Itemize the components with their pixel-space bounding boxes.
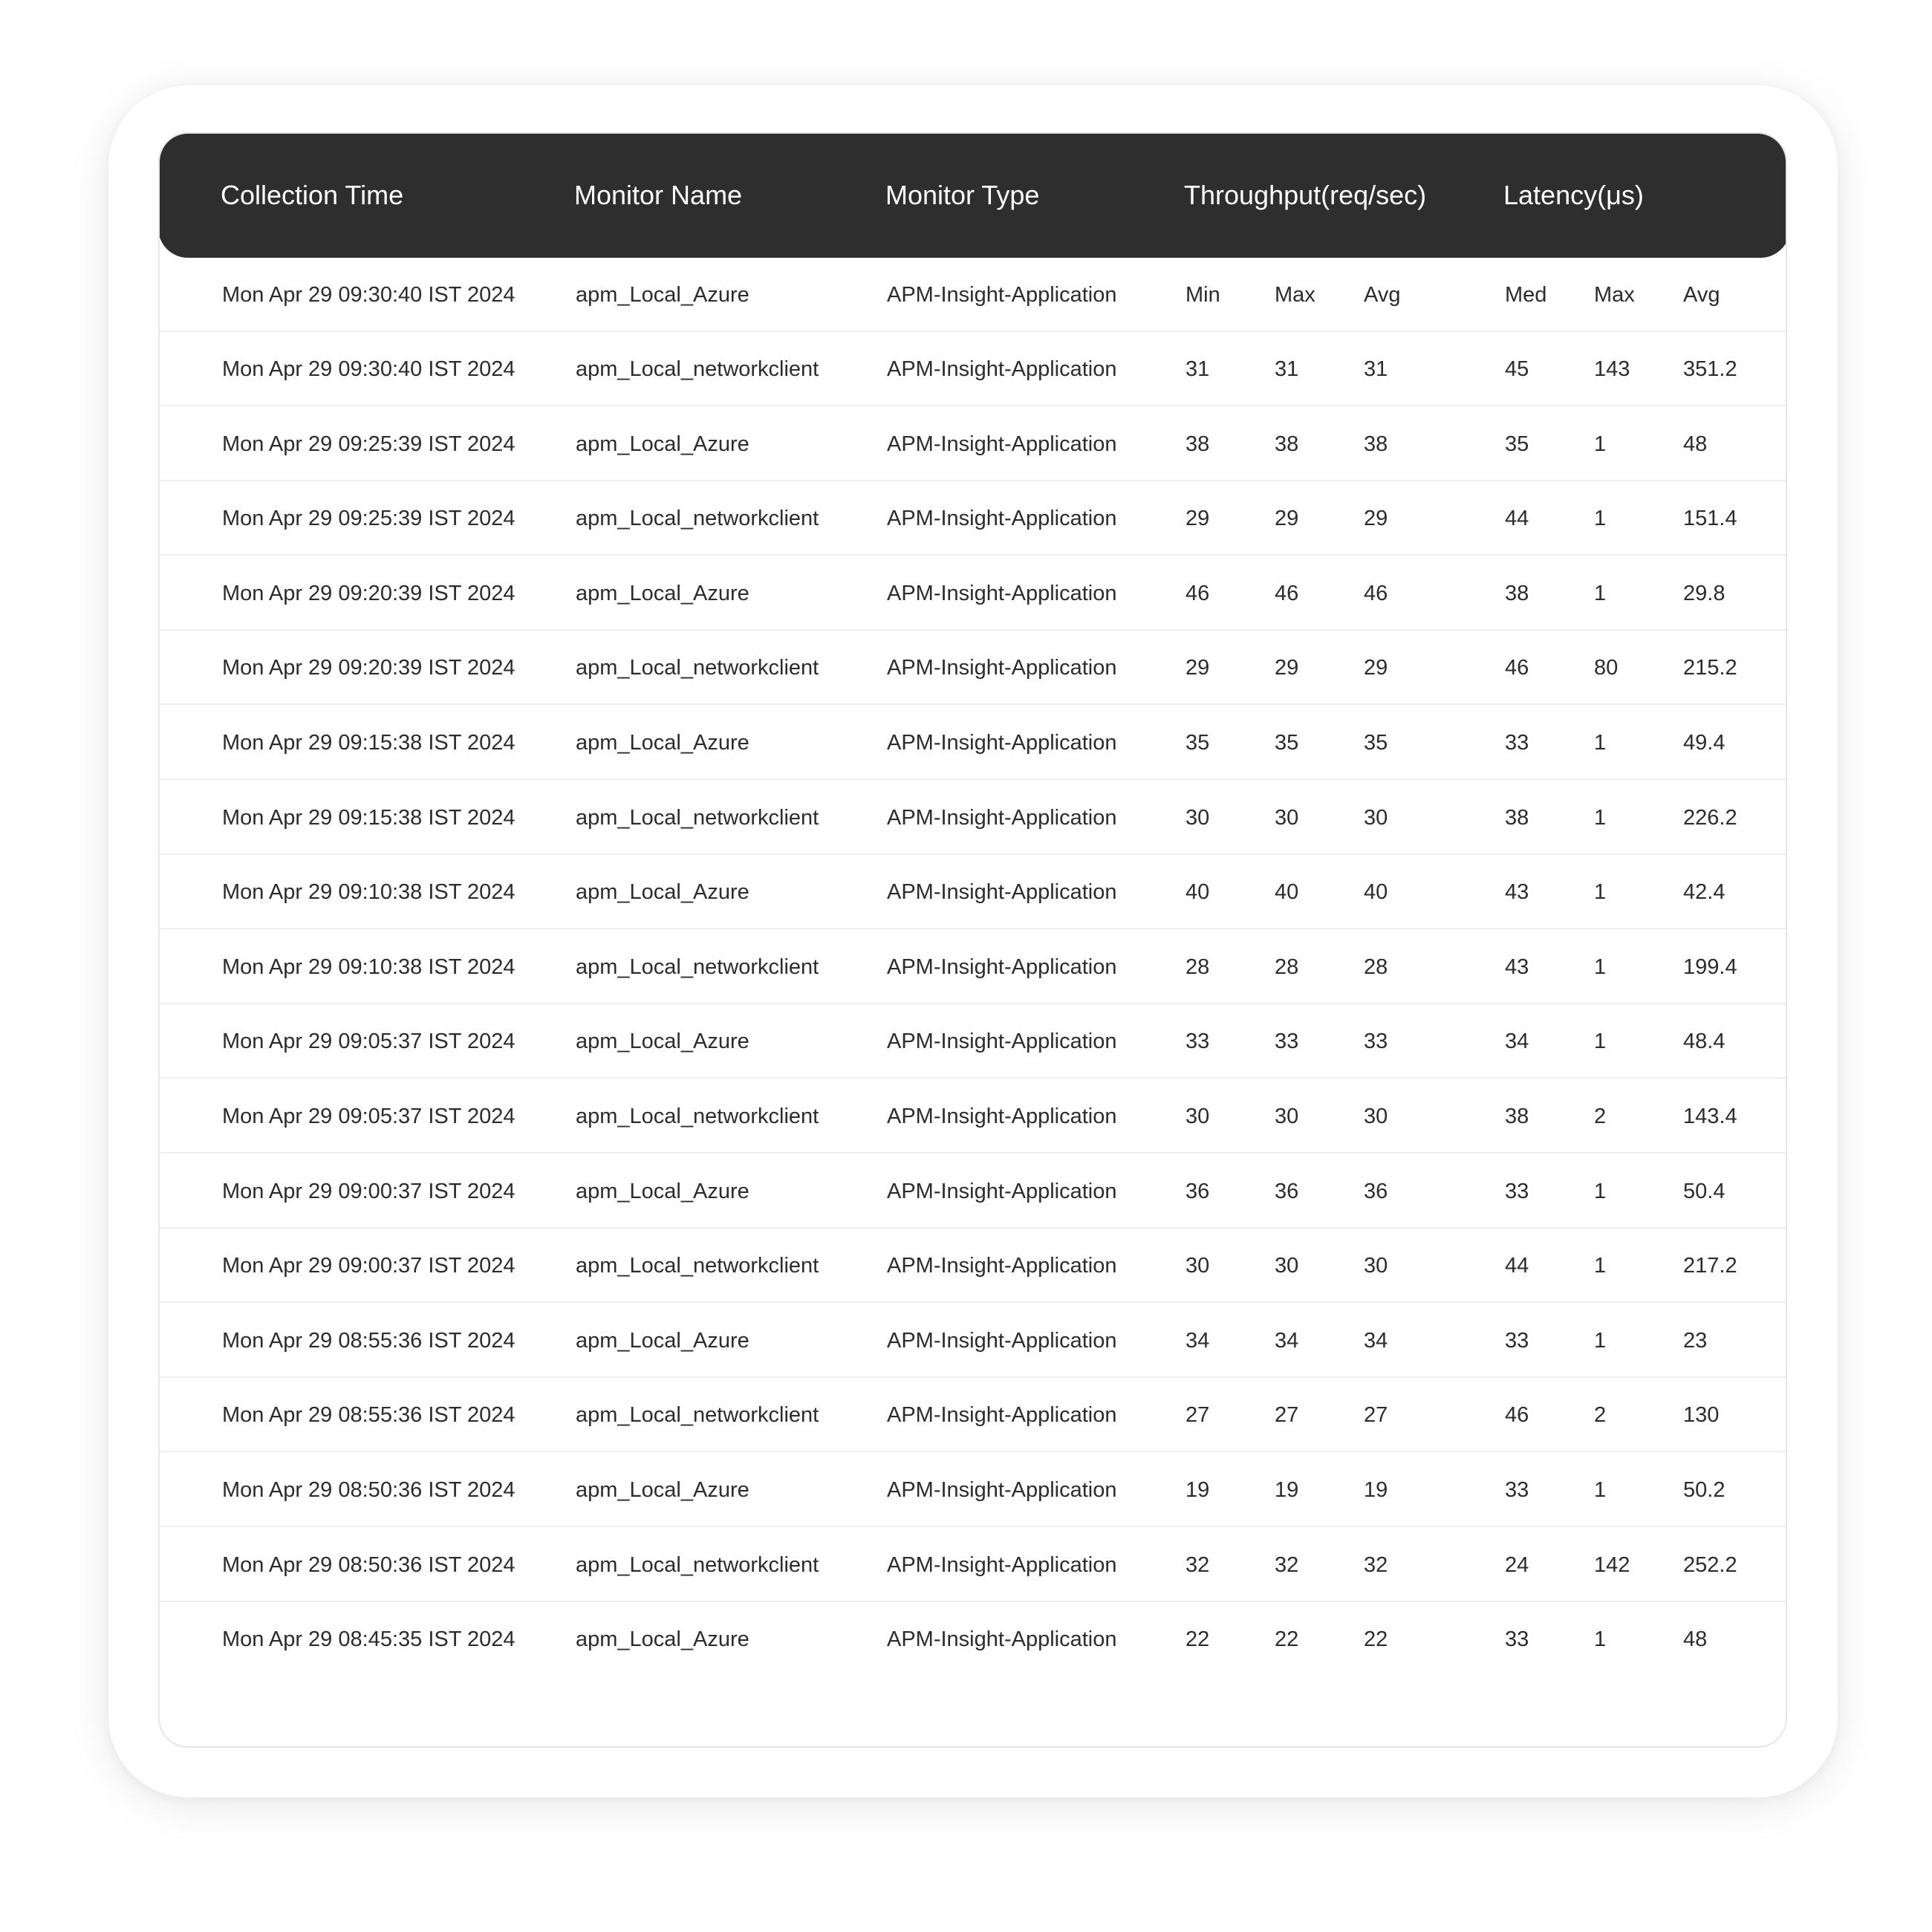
cell-latency-max: 143 <box>1594 357 1630 381</box>
cell-latency-max: 142 <box>1594 1552 1630 1577</box>
cell-collection-time: Mon Apr 29 09:00:37 IST 2024 <box>222 1179 515 1203</box>
cell-monitor-type: APM-Insight-Application <box>887 581 1117 605</box>
cell-latency-max: 1 <box>1594 805 1607 830</box>
cell-latency-med: 33 <box>1505 1478 1529 1502</box>
cell-latency-avg: 151.4 <box>1683 507 1737 531</box>
table-row <box>160 332 1787 406</box>
cell-collection-time: Mon Apr 29 08:50:36 IST 2024 <box>222 1478 515 1502</box>
cell-throughput-max: 19 <box>1275 1478 1299 1502</box>
cell-throughput-avg: 30 <box>1364 1254 1388 1278</box>
cell-monitor-type: APM-Insight-Application <box>887 1105 1117 1128</box>
cell-throughput-avg: 28 <box>1364 954 1388 979</box>
cell-throughput-min: 36 <box>1185 1179 1210 1203</box>
cell-latency-med: 35 <box>1505 432 1529 456</box>
cell-monitor-name: apm_Local_Azure <box>576 1328 749 1353</box>
cell-latency-med: 24 <box>1505 1552 1529 1577</box>
cell-latency-avg: 29.8 <box>1683 581 1726 605</box>
cell-monitor-name: apm_Local_Azure <box>576 731 749 755</box>
cell-latency-med: 46 <box>1505 656 1529 680</box>
cell-latency-med: 38 <box>1505 805 1529 830</box>
cell-latency-med: 45 <box>1505 357 1529 381</box>
table-row <box>160 855 1787 929</box>
cell-latency-med: 46 <box>1505 1403 1529 1428</box>
cell-throughput-max: 30 <box>1275 1105 1299 1128</box>
cell-throughput-min: 30 <box>1185 1105 1210 1128</box>
cell-throughput-avg: 31 <box>1364 357 1388 381</box>
cell-monitor-type: APM-Insight-Application <box>887 1403 1117 1428</box>
cell-latency-med: 44 <box>1505 1254 1529 1278</box>
cell-throughput-max: 36 <box>1275 1179 1299 1203</box>
table-row <box>160 1528 1787 1602</box>
subheader-throughput-min: Min <box>1185 283 1220 307</box>
cell-latency-med: 33 <box>1505 1328 1529 1353</box>
cell-monitor-name: apm_Local_networkclient <box>576 656 819 680</box>
cell-throughput-max: 30 <box>1275 1254 1299 1278</box>
cell-latency-avg: 48.4 <box>1683 1030 1726 1054</box>
cell-latency-med: 44 <box>1505 507 1529 531</box>
cell-latency-avg: 42.4 <box>1683 880 1726 905</box>
table-row <box>160 407 1787 481</box>
cell-latency-avg: 130 <box>1683 1403 1720 1428</box>
cell-throughput-avg: 29 <box>1364 507 1388 531</box>
header-monitor-name: Monitor Name <box>574 180 743 210</box>
cell-monitor-name: apm_Local_Azure <box>576 1179 749 1203</box>
cell-throughput-min: 19 <box>1185 1478 1210 1502</box>
subheader-latency-med: Med <box>1505 283 1547 307</box>
cell-throughput-max: 28 <box>1275 954 1299 979</box>
cell-throughput-min: 22 <box>1185 1627 1210 1652</box>
cell-latency-avg: 351.2 <box>1683 357 1737 381</box>
cell-throughput-max: 29 <box>1275 656 1299 680</box>
cell-throughput-max: 29 <box>1275 507 1299 531</box>
cell-throughput-avg: 38 <box>1364 432 1388 456</box>
cell-throughput-avg: 30 <box>1364 805 1388 830</box>
cell-monitor-name: apm_Local_networkclient <box>576 1403 819 1428</box>
cell-throughput-avg: 22 <box>1364 1627 1388 1652</box>
cell-throughput-min: 28 <box>1185 954 1210 979</box>
cell-collection-time: Mon Apr 29 08:55:36 IST 2024 <box>222 1403 515 1428</box>
cell-latency-avg: 215.2 <box>1683 656 1737 680</box>
cell-throughput-avg: 19 <box>1364 1478 1388 1502</box>
cell-throughput-min: 46 <box>1185 581 1210 605</box>
cell-throughput-min: 30 <box>1185 805 1210 830</box>
cell-latency-max: 1 <box>1594 1030 1607 1054</box>
cell-latency-med: 34 <box>1505 1030 1529 1054</box>
cell-latency-avg: 217.2 <box>1683 1254 1737 1278</box>
cell-throughput-max: 33 <box>1275 1030 1299 1054</box>
cell-monitor-name: apm_Local_networkclient <box>576 507 819 531</box>
table-row <box>160 1602 1787 1676</box>
cell-collection-time: Mon Apr 29 09:25:39 IST 2024 <box>222 507 515 531</box>
cell-throughput-min: 35 <box>1185 731 1210 755</box>
cell-throughput-avg: 29 <box>1364 656 1388 680</box>
cell-collection-time: Mon Apr 29 08:45:35 IST 2024 <box>222 1627 515 1652</box>
cell-monitor-name: apm_Local_networkclient <box>576 1552 819 1577</box>
table-row <box>160 1154 1787 1229</box>
table-card <box>108 85 1838 1798</box>
cell-monitor-type: APM-Insight-Application <box>887 432 1117 456</box>
cell-latency-med: 38 <box>1505 1105 1529 1128</box>
cell-latency-avg: 23 <box>1683 1328 1708 1353</box>
cell-throughput-max: 40 <box>1275 880 1299 905</box>
cell-latency-med: 33 <box>1505 1179 1529 1203</box>
cell-throughput-max: 31 <box>1275 357 1299 381</box>
cell-monitor-type: APM-Insight-Application <box>887 1478 1117 1502</box>
cell-throughput-min: 29 <box>1185 656 1210 680</box>
header-monitor-type: Monitor Type <box>885 180 1040 210</box>
cell-latency-avg: 49.4 <box>1683 731 1726 755</box>
cell-collection-time: Mon Apr 29 09:20:39 IST 2024 <box>222 581 515 605</box>
subheader-latency-avg: Avg <box>1683 283 1720 307</box>
cell-latency-med: 33 <box>1505 731 1529 755</box>
cell-collection-time: Mon Apr 29 09:10:38 IST 2024 <box>222 880 515 905</box>
cell-latency-avg: 48 <box>1683 432 1708 456</box>
cell-throughput-avg: 27 <box>1364 1403 1388 1428</box>
cell-throughput-min: 34 <box>1185 1328 1210 1353</box>
table-row <box>160 556 1787 631</box>
cell-throughput-min: 32 <box>1185 1552 1210 1577</box>
subheader-time: Mon Apr 29 09:30:40 IST 2024 <box>222 283 515 307</box>
cell-latency-max: 1 <box>1594 1627 1607 1652</box>
cell-throughput-avg: 46 <box>1364 581 1388 605</box>
table-row <box>160 781 1787 855</box>
cell-throughput-min: 38 <box>1185 432 1210 456</box>
subheader-throughput-avg: Avg <box>1364 283 1401 307</box>
cell-throughput-avg: 35 <box>1364 731 1388 755</box>
subheader-type: APM-Insight-Application <box>887 283 1117 307</box>
cell-latency-max: 1 <box>1594 432 1607 456</box>
cell-latency-max: 1 <box>1594 1179 1607 1203</box>
table-subheader-row <box>160 258 1787 332</box>
cell-throughput-avg: 36 <box>1364 1179 1388 1203</box>
cell-monitor-name: apm_Local_Azure <box>576 880 749 905</box>
cell-latency-avg: 226.2 <box>1683 805 1737 830</box>
table-row <box>160 1004 1787 1079</box>
table-row <box>160 481 1787 556</box>
cell-throughput-min: 31 <box>1185 357 1210 381</box>
cell-throughput-max: 35 <box>1275 731 1299 755</box>
data-table <box>158 132 1787 1748</box>
cell-throughput-max: 27 <box>1275 1403 1299 1428</box>
cell-monitor-type: APM-Insight-Application <box>887 507 1117 531</box>
cell-monitor-name: apm_Local_networkclient <box>576 1105 819 1128</box>
cell-latency-max: 1 <box>1594 1478 1607 1502</box>
cell-monitor-name: apm_Local_networkclient <box>576 805 819 830</box>
cell-latency-max: 1 <box>1594 880 1607 905</box>
cell-collection-time: Mon Apr 29 09:05:37 IST 2024 <box>222 1105 515 1128</box>
subheader-latency-max: Max <box>1594 283 1635 307</box>
cell-latency-max: 2 <box>1594 1105 1607 1128</box>
cell-collection-time: Mon Apr 29 09:25:39 IST 2024 <box>222 432 515 456</box>
cell-throughput-avg: 32 <box>1364 1552 1388 1577</box>
cell-latency-max: 1 <box>1594 1328 1607 1353</box>
table-row <box>160 1079 1787 1154</box>
cell-collection-time: Mon Apr 29 09:05:37 IST 2024 <box>222 1030 515 1054</box>
table-row <box>160 1378 1787 1452</box>
cell-monitor-type: APM-Insight-Application <box>887 1627 1117 1652</box>
cell-latency-max: 1 <box>1594 1254 1607 1278</box>
cell-latency-max: 2 <box>1594 1403 1607 1428</box>
table-row <box>160 930 1787 1004</box>
cell-throughput-avg: 30 <box>1364 1105 1388 1128</box>
cell-monitor-type: APM-Insight-Application <box>887 1179 1117 1203</box>
cell-latency-avg: 252.2 <box>1683 1552 1737 1577</box>
cell-throughput-avg: 34 <box>1364 1328 1388 1353</box>
cell-monitor-type: APM-Insight-Application <box>887 1552 1117 1577</box>
cell-monitor-name: apm_Local_networkclient <box>576 1254 819 1278</box>
cell-collection-time: Mon Apr 29 09:00:37 IST 2024 <box>222 1254 515 1278</box>
cell-monitor-type: APM-Insight-Application <box>887 954 1117 979</box>
subheader-throughput-max: Max <box>1275 283 1315 307</box>
table-row <box>160 1453 1787 1527</box>
cell-collection-time: Mon Apr 29 09:20:39 IST 2024 <box>222 656 515 680</box>
cell-monitor-name: apm_Local_Azure <box>576 1030 749 1054</box>
cell-throughput-max: 32 <box>1275 1552 1299 1577</box>
table-row <box>160 631 1787 705</box>
cell-monitor-type: APM-Insight-Application <box>887 731 1117 755</box>
table-row <box>160 706 1787 780</box>
cell-throughput-max: 34 <box>1275 1328 1299 1353</box>
cell-monitor-type: APM-Insight-Application <box>887 1030 1117 1054</box>
cell-latency-max: 1 <box>1594 731 1607 755</box>
header-throughput: Throughput(req/sec) <box>1184 180 1427 210</box>
cell-throughput-max: 38 <box>1275 432 1299 456</box>
cell-throughput-min: 33 <box>1185 1030 1210 1054</box>
cell-latency-med: 43 <box>1505 880 1529 905</box>
cell-latency-med: 43 <box>1505 954 1529 979</box>
cell-monitor-type: APM-Insight-Application <box>887 805 1117 830</box>
cell-monitor-type: APM-Insight-Application <box>887 880 1117 905</box>
cell-throughput-min: 27 <box>1185 1403 1210 1428</box>
cell-throughput-min: 40 <box>1185 880 1210 905</box>
cell-monitor-type: APM-Insight-Application <box>887 1328 1117 1353</box>
cell-latency-avg: 199.4 <box>1683 954 1737 979</box>
cell-latency-max: 1 <box>1594 507 1607 531</box>
cell-monitor-name: apm_Local_Azure <box>576 1627 749 1652</box>
cell-latency-avg: 50.2 <box>1683 1478 1726 1502</box>
cell-latency-avg: 48 <box>1683 1627 1708 1652</box>
cell-monitor-type: APM-Insight-Application <box>887 1254 1117 1278</box>
cell-throughput-min: 30 <box>1185 1254 1210 1278</box>
cell-collection-time: Mon Apr 29 09:15:38 IST 2024 <box>222 731 515 755</box>
cell-collection-time: Mon Apr 29 09:30:40 IST 2024 <box>222 357 515 381</box>
cell-latency-med: 33 <box>1505 1627 1529 1652</box>
cell-throughput-avg: 33 <box>1364 1030 1388 1054</box>
cell-latency-max: 1 <box>1594 581 1607 605</box>
cell-latency-med: 38 <box>1505 581 1529 605</box>
header-latency: Latency(μs) <box>1503 180 1644 210</box>
cell-latency-avg: 143.4 <box>1683 1105 1737 1128</box>
cell-latency-avg: 50.4 <box>1683 1179 1726 1203</box>
cell-latency-max: 1 <box>1594 954 1607 979</box>
cell-collection-time: Mon Apr 29 09:15:38 IST 2024 <box>222 805 515 830</box>
table-row <box>160 1304 1787 1378</box>
cell-latency-max: 80 <box>1594 656 1619 680</box>
table-row <box>160 1229 1787 1303</box>
cell-throughput-max: 22 <box>1275 1627 1299 1652</box>
cell-monitor-name: apm_Local_Azure <box>576 581 749 605</box>
subheader-name: apm_Local_Azure <box>576 283 749 307</box>
cell-monitor-type: APM-Insight-Application <box>887 656 1117 680</box>
cell-throughput-max: 46 <box>1275 581 1299 605</box>
cell-throughput-min: 29 <box>1185 507 1210 531</box>
cell-throughput-max: 30 <box>1275 805 1299 830</box>
cell-collection-time: Mon Apr 29 08:50:36 IST 2024 <box>222 1552 515 1577</box>
table-header <box>158 132 1787 258</box>
cell-monitor-name: apm_Local_networkclient <box>576 954 819 979</box>
header-collection-time: Collection Time <box>221 180 404 210</box>
cell-collection-time: Mon Apr 29 09:10:38 IST 2024 <box>222 954 515 979</box>
cell-monitor-name: apm_Local_Azure <box>576 1478 749 1502</box>
cell-throughput-avg: 40 <box>1364 880 1388 905</box>
cell-collection-time: Mon Apr 29 08:55:36 IST 2024 <box>222 1328 515 1353</box>
cell-monitor-type: APM-Insight-Application <box>887 357 1117 381</box>
cell-monitor-name: apm_Local_networkclient <box>576 357 819 381</box>
cell-monitor-name: apm_Local_Azure <box>576 432 749 456</box>
